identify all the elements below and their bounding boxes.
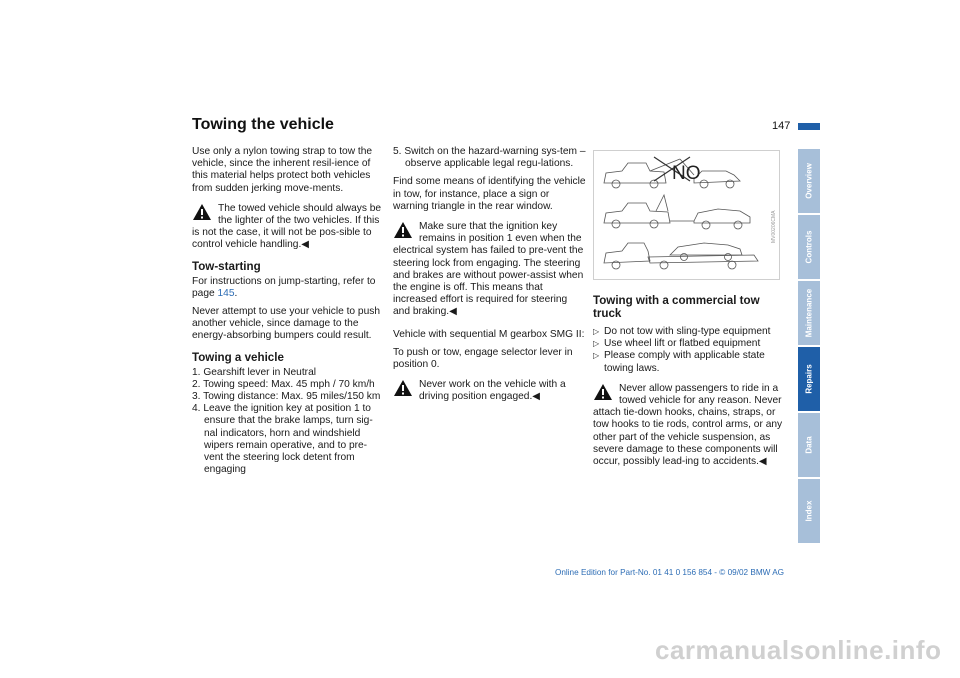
warning-triangle-icon	[393, 379, 413, 397]
towing-steps-list-continued	[393, 146, 587, 170]
list-item: 4. Leave the ignition key at position 1 to ensure that the brake lamps, turn sig-nal indicators, horn and windshield wipers remain operative, and to pre-vent the steering lock detent from engaging	[192, 403, 373, 476]
list-item	[593, 326, 787, 338]
period: .	[234, 287, 238, 299]
warning-note	[393, 379, 587, 403]
heading-commercial-tow-truck: Towing with a commercial tow truck	[593, 294, 760, 320]
tab-label: Overview	[804, 163, 814, 199]
identify-vehicle-paragraph: Find some means of identifying the vehicle in tow, for instance, place a sign or warning triangle in the rear window.	[393, 176, 586, 212]
warning-text: The towed vehicle should always be the lighter of the two vehicles. If this is not the case, it will not be pos-sible to control vehicle handling.◀	[192, 202, 382, 251]
bullet-text: Do not tow with sling-type equipment	[604, 326, 771, 337]
bullet-triangle-icon: ▷	[593, 339, 600, 349]
tab-label: Controls	[804, 230, 814, 264]
tab-repairs[interactable]	[798, 347, 820, 411]
tab-label: Index	[804, 500, 814, 522]
bullet-text: Please comply with applicable state towing laws.	[604, 350, 765, 374]
tab-label: Data	[804, 436, 814, 454]
push-warning-paragraph: Never attempt to use your vehicle to push another vehicle, since damage to the energy-absorbing bumpers could result.	[192, 306, 381, 342]
column-1	[192, 146, 386, 482]
list-item: 5. Switch on the hazard-warning sys-tem – observe applicable legal regu-lations.	[393, 146, 586, 170]
page-marker-bar	[798, 123, 820, 130]
tab-overview[interactable]	[798, 149, 820, 213]
bullet-triangle-icon: ▷	[593, 351, 600, 361]
page-number: 147	[772, 120, 791, 132]
list-item: 3. Towing distance: Max. 95 miles/150 km	[192, 391, 381, 403]
warning-note	[593, 383, 787, 468]
warning-triangle-icon	[192, 203, 212, 221]
footer-edition-note: Online Edition for Part-No. 01 41 0 156 854 - © 09/02 BMW AG	[555, 568, 785, 577]
bullet-text: Use wheel lift or flatbed equipment	[604, 338, 761, 350]
jump-start-paragraph	[192, 276, 386, 300]
warning-text: Make sure that the ignition key remains in position 1 even when the electrical system has failed to pre-vent the steering lock from engaging. The steering and brakes are without power-assist when the engine is off. This means that increased effort is required for steering and braking.◀	[393, 221, 584, 318]
towing-illustration	[593, 150, 780, 280]
smg-paragraph: Vehicle with sequential M gearbox SMG II:	[393, 328, 585, 340]
tab-label: Repairs	[804, 364, 814, 394]
list-item: 1. Gearshift lever in Neutral	[192, 366, 317, 378]
watermark: carmanualsonline.info	[655, 635, 942, 665]
tab-maintenance[interactable]	[798, 281, 820, 345]
tab-label: Maintenance	[804, 288, 814, 338]
section-tabs	[798, 149, 820, 545]
column-2	[393, 146, 587, 410]
figure-code: MV00206CMA	[771, 210, 777, 243]
list-item	[593, 338, 787, 350]
tab-controls[interactable]	[798, 215, 820, 279]
nylon-strap-paragraph: Use only a nylon towing strap to tow the vehicle, since the inherent resil-ience of this material helps protect both vehicles from sudden jerking move-ments.	[192, 146, 373, 194]
selector-lever-paragraph: To push or tow, engage selector lever in position 0.	[393, 346, 573, 371]
warning-note	[393, 221, 587, 319]
towing-methods-drawing	[594, 151, 779, 279]
bullet-triangle-icon: ▷	[593, 327, 600, 336]
page-title: Towing the vehicle	[192, 116, 334, 133]
warning-text: Never work on the vehicle with a driving position engaged.◀	[419, 379, 566, 403]
jump-start-text: For instructions on jump-starting, refer to page	[192, 275, 376, 299]
heading-tow-starting: Tow-starting	[192, 259, 261, 273]
warning-text: Never allow passengers to ride in a towed vehicle for any reason. Never attach tie-down hooks, chains, straps, or tow hooks to tie rods, control arms, or any other part of the vehicle suspension, as severe damage to these components will occur, possibly lead-ing to accidents.◀	[593, 382, 783, 468]
tow-truck-bullet-list	[593, 326, 787, 375]
list-item	[593, 350, 787, 374]
list-item: 2. Towing speed: Max. 45 mph / 70 km/h	[192, 378, 375, 390]
column-3	[593, 294, 787, 474]
warning-note	[192, 203, 386, 252]
page-link-145[interactable]: 145	[217, 287, 235, 299]
heading-towing-a-vehicle: Towing a vehicle	[192, 350, 284, 364]
warning-triangle-icon	[393, 221, 413, 239]
towing-steps-list	[192, 367, 386, 477]
figure-no-label: NO	[672, 163, 701, 184]
tab-index[interactable]	[798, 479, 820, 543]
tab-data[interactable]	[798, 413, 820, 477]
warning-triangle-icon	[593, 383, 613, 401]
